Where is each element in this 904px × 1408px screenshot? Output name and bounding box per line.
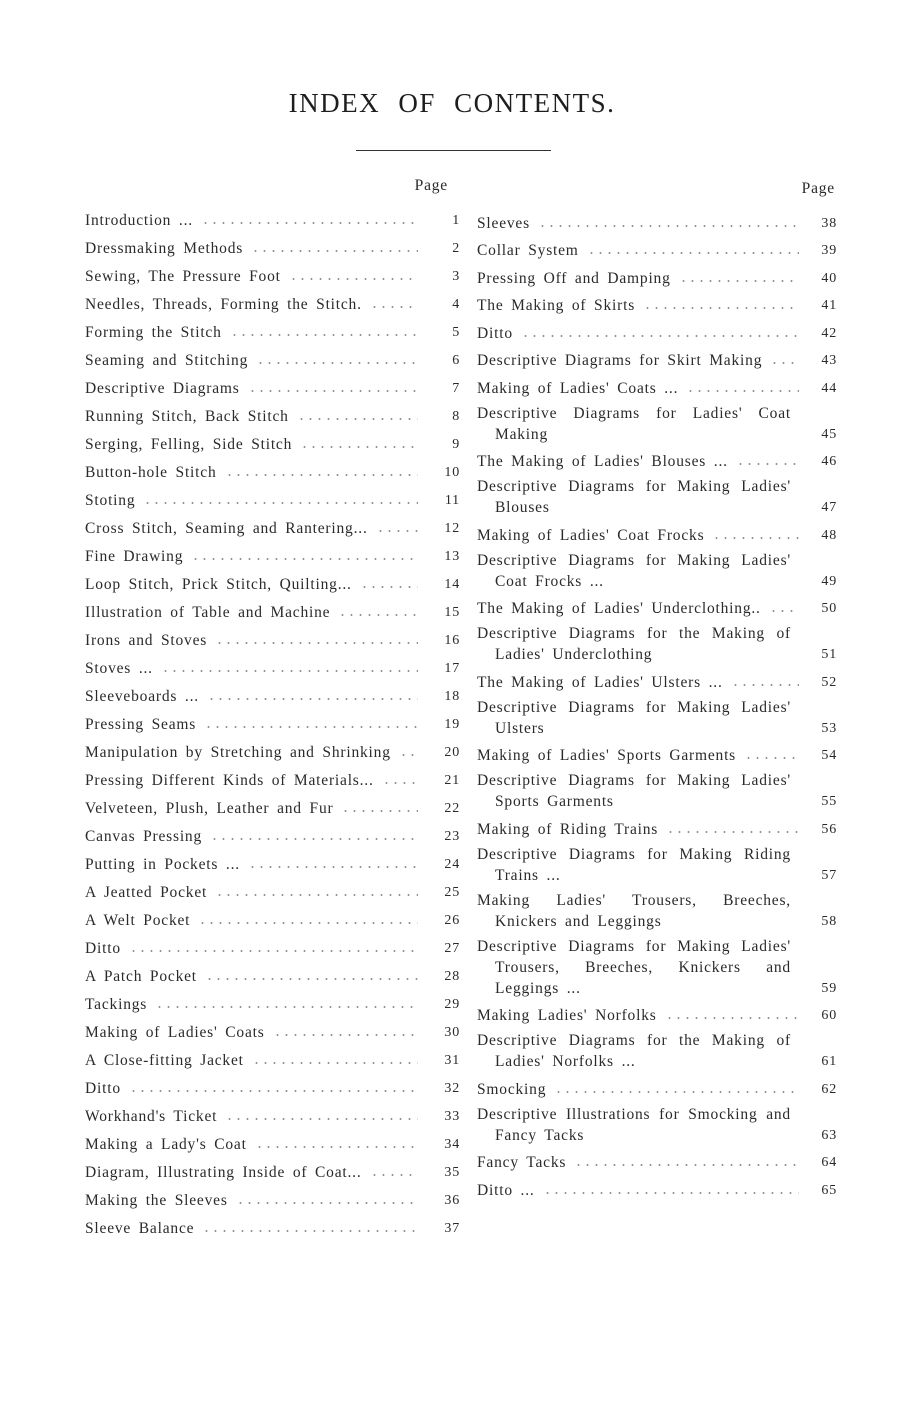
entry-page-number: 49 (821, 573, 837, 589)
entry-title: Needles, Threads, Forming the Stitch. (85, 296, 362, 313)
leader-dots (201, 221, 418, 225)
contents-column-left (85, 177, 460, 1239)
contents-entry (85, 791, 460, 819)
leader-dots (712, 536, 799, 540)
entry-title: Manipulation by Stretching and Shrinking (85, 744, 391, 761)
entry-title: Descriptive Diagrams for Ladies' Coat Making (477, 404, 791, 443)
entry-page-number: 16 (444, 633, 460, 648)
entry-page-number: 30 (444, 1025, 460, 1040)
entry-page-number: 12 (444, 521, 460, 536)
entry-page-number: 27 (444, 941, 460, 956)
leader-dots (521, 334, 799, 338)
entry-page-number: 23 (444, 829, 460, 844)
leader-dots (251, 249, 418, 253)
entry-title: Ditto (85, 940, 121, 957)
contents-entry (477, 619, 837, 665)
leader-dots (215, 641, 418, 645)
entry-title: Cross Stitch, Seaming and Rantering... (85, 520, 368, 537)
entry-page-number: 57 (821, 867, 837, 883)
entry-page-number: 14 (444, 577, 460, 592)
contents-entry (477, 592, 837, 620)
leader-dots (204, 725, 418, 729)
entry-page-number: 59 (821, 980, 837, 996)
leader-dots (207, 697, 418, 701)
entry-title: Descriptive Diagrams for Skirt Making (477, 352, 763, 369)
entry-title: Pressing Seams (85, 716, 197, 733)
entry-page-number: 26 (444, 913, 460, 928)
contents-entry (477, 399, 837, 445)
leader-dots (297, 417, 418, 421)
entry-title: Making of Riding Trains (477, 820, 659, 838)
entry-page-number: 61 (821, 1054, 837, 1069)
entry-page-number: 33 (444, 1109, 460, 1124)
leader-dots (129, 949, 418, 953)
contents-entry (85, 371, 460, 399)
entry-title: Seaming and Stitching (85, 352, 249, 369)
contents-entry (477, 812, 837, 840)
entry-title: The Making of Skirts (477, 297, 636, 314)
leader-dots (230, 333, 418, 337)
leader-dots (665, 1016, 799, 1020)
title-rule (356, 150, 551, 151)
entry-page-number: 11 (444, 493, 460, 508)
entry-page-number: 37 (444, 1221, 460, 1236)
entry-title: Making Ladies' Norfolks (477, 1007, 657, 1024)
contents-entry (85, 203, 460, 231)
contents-entry (85, 315, 460, 343)
leader-dots (399, 753, 418, 757)
entry-page-number: 22 (444, 801, 460, 816)
entry-title: The Making of Ladies' Underclothing.. (477, 600, 761, 617)
entry-page-number: 21 (444, 773, 460, 788)
contents-entry (85, 987, 460, 1015)
entry-title: Descriptive Diagrams (85, 380, 240, 397)
entry-title: A Patch Pocket (85, 968, 197, 985)
leader-dots (574, 1163, 799, 1167)
entry-title: Fancy Tacks (477, 1154, 567, 1171)
contents-entry (477, 472, 837, 518)
leader-dots (255, 1145, 418, 1149)
leader-dots (289, 277, 418, 281)
leader-dots (736, 462, 799, 466)
leader-dots (236, 1201, 418, 1205)
leader-dots (666, 830, 799, 834)
leader-dots (679, 279, 799, 283)
entry-title: Fine Drawing (85, 548, 184, 565)
entry-page-number: 34 (444, 1137, 460, 1152)
leader-dots (198, 921, 418, 925)
contents-column-right (477, 180, 837, 1201)
entry-title: Canvas Pressing (85, 828, 203, 845)
entry-page-number: 43 (821, 353, 837, 368)
contents-entry (477, 316, 837, 344)
contents-entry (477, 1026, 837, 1072)
leader-dots (770, 361, 799, 365)
leader-dots (744, 756, 799, 760)
contents-entry (477, 766, 837, 812)
entry-title: Descriptive Diagrams for Making Ladies' Sports Garments (477, 772, 791, 810)
contents-entry (85, 483, 460, 511)
entry-page-number: 18 (444, 689, 460, 704)
entry-title: Serging, Felling, Side Stitch (85, 436, 293, 453)
contents-entry (85, 231, 460, 259)
entry-title: Descriptive Diagrams for Making Riding Trains ... (477, 845, 791, 884)
contents-entry (477, 1100, 837, 1146)
entry-page-number: 13 (444, 549, 460, 564)
entry-title: Making a Lady's Coat (85, 1136, 247, 1153)
contents-entry (477, 344, 837, 372)
entry-page-number: 48 (821, 527, 837, 543)
leader-dots (155, 1005, 418, 1009)
leader-dots (248, 389, 418, 393)
entry-title: The Making of Ladies' Ulsters ... (477, 673, 723, 691)
entry-page-number: 17 (444, 661, 460, 676)
leader-dots (554, 1090, 799, 1094)
leader-dots (587, 251, 799, 255)
entry-title: Making the Sleeves (85, 1192, 228, 1209)
contents-entry (85, 1127, 460, 1155)
contents-entry (85, 287, 460, 315)
entry-page-number: 39 (821, 243, 837, 258)
entry-title: Sleeve Balance (85, 1220, 195, 1237)
contents-entry (85, 903, 460, 931)
contents-entry (85, 343, 460, 371)
entry-title: Sleeveboards ... (85, 688, 199, 705)
contents-entry (85, 595, 460, 623)
entry-title: Making of Ladies' Coats (85, 1024, 265, 1041)
entry-title: Sewing, The Pressure Foot (85, 268, 281, 285)
contents-entry (477, 518, 837, 546)
contents-entry (85, 455, 460, 483)
leader-dots (225, 1117, 418, 1121)
contents-entry (477, 840, 837, 886)
entry-title: Descriptive Diagrams for the Making of Ladies' Norfolks ... (477, 1032, 791, 1070)
leader-dots (769, 609, 799, 613)
entry-page-number: 44 (821, 380, 837, 396)
page-column-label: Page (414, 177, 448, 194)
contents-entry (477, 234, 837, 262)
leader-dots (370, 305, 418, 309)
entry-title: The Making of Ladies' Blouses ... (477, 453, 728, 470)
leader-dots (210, 837, 418, 841)
entry-title: Button-hole Stitch (85, 464, 217, 481)
entry-page-number: 25 (444, 885, 460, 900)
entry-page-number: 63 (821, 1127, 837, 1143)
entry-title: Tackings (85, 996, 148, 1013)
entry-page-number: 8 (452, 409, 460, 424)
entry-title: Ditto (477, 324, 513, 342)
entry-title: Making Ladies' Trousers, Breeches, Knickers and Leggings (477, 891, 791, 930)
leader-dots (202, 1229, 418, 1233)
entry-title: Dressmaking Methods (85, 240, 244, 257)
entry-title: Ditto ... (477, 1181, 535, 1199)
entry-page-number: 15 (444, 605, 460, 620)
leader-dots (341, 809, 418, 813)
entry-page-number: 28 (444, 969, 460, 984)
contents-entry (477, 693, 837, 739)
entry-title: Descriptive Diagrams for Making Ladies' Trousers, Breeches, Knickers and Leggings ... (477, 937, 791, 997)
leader-dots (252, 1061, 418, 1065)
entry-page-number: 62 (821, 1081, 837, 1097)
entry-page-number: 55 (821, 794, 837, 809)
leader-dots (161, 669, 418, 673)
entry-title: A Jeatted Pocket (85, 884, 208, 901)
contents-list-right (477, 206, 837, 1201)
entry-title: Descriptive Diagrams for Making Ladies' Ulsters (477, 698, 791, 737)
contents-entry (85, 427, 460, 455)
entry-title: Stoves ... (85, 660, 153, 677)
entry-title: Workhand's Ticket (85, 1108, 218, 1125)
contents-entry (85, 651, 460, 679)
contents-entry (85, 707, 460, 735)
entry-page-number: 6 (452, 353, 460, 368)
contents-entry (85, 1099, 460, 1127)
entry-page-number: 40 (821, 270, 837, 286)
entry-title: Descriptive Diagrams for the Making of Ladies' Underclothing (477, 625, 791, 663)
contents-entry (477, 1072, 837, 1100)
entry-page-number: 29 (444, 997, 460, 1012)
entry-page-number: 1 (452, 213, 460, 228)
page-column-label: Page (801, 180, 835, 197)
entry-title: Loop Stitch, Prick Stitch, Quilting... (85, 576, 352, 593)
entry-page-number: 58 (821, 913, 837, 929)
entry-title: A Close-fitting Jacket (85, 1052, 244, 1069)
leader-dots (731, 683, 799, 687)
entry-title: Making of Ladies' Coat Frocks (477, 526, 705, 544)
leader-dots (686, 389, 799, 393)
entry-page-number: 64 (821, 1155, 837, 1170)
contents-entry (477, 999, 837, 1027)
entry-page-number: 2 (452, 241, 460, 256)
entry-title: Irons and Stoves (85, 632, 208, 649)
contents-entry (85, 539, 460, 567)
leader-dots (382, 781, 418, 785)
leader-dots (360, 585, 418, 589)
contents-entry (85, 259, 460, 287)
entry-page-number: 41 (821, 298, 837, 313)
entry-page-number: 47 (821, 500, 837, 515)
entry-page-number: 7 (452, 381, 460, 396)
contents-entry (85, 1155, 460, 1183)
contents-entry (477, 739, 837, 767)
contents-entry (477, 445, 837, 473)
entry-page-number: 35 (444, 1165, 460, 1180)
entry-page-number: 19 (444, 717, 460, 732)
entry-page-number: 3 (452, 269, 460, 284)
leader-dots (643, 306, 799, 310)
entry-title: Smocking (477, 1080, 547, 1098)
entry-title: Illustration of Table and Machine (85, 604, 331, 621)
entry-page-number: 38 (821, 215, 837, 231)
contents-entry (85, 763, 460, 791)
entry-page-number: 45 (821, 426, 837, 442)
contents-entry (85, 819, 460, 847)
leader-dots (370, 1173, 418, 1177)
contents-entry (85, 1015, 460, 1043)
contents-entry (85, 1211, 460, 1239)
entry-title: Diagram, Illustrating Inside of Coat... (85, 1164, 362, 1181)
entry-title: Forming the Stitch (85, 324, 222, 341)
leader-dots (273, 1033, 418, 1037)
entry-title: Pressing Different Kinds of Materials... (85, 772, 374, 789)
contents-entry (477, 206, 837, 234)
entry-title: Collar System (477, 242, 579, 259)
entry-title: Ditto (85, 1080, 121, 1097)
entry-page-number: 20 (444, 745, 460, 760)
leader-dots (143, 501, 418, 505)
contents-entry (85, 679, 460, 707)
contents-entry (477, 1146, 837, 1174)
contents-entry (477, 932, 837, 999)
entry-title: Putting in Pockets ... (85, 856, 240, 873)
entry-page-number: 42 (821, 325, 837, 341)
entry-page-number: 36 (444, 1193, 460, 1208)
entry-title: Velveteen, Plush, Leather and Fur (85, 800, 334, 817)
contents-entry (477, 261, 837, 289)
entry-page-number: 56 (821, 821, 837, 837)
entry-page-number: 4 (452, 297, 460, 312)
leader-dots (376, 529, 418, 533)
entry-page-number: 54 (821, 748, 837, 763)
leader-dots (225, 473, 419, 477)
entry-page-number: 32 (444, 1081, 460, 1096)
entry-page-number: 9 (452, 437, 460, 452)
entry-page-number: 10 (444, 465, 460, 480)
leader-dots (538, 224, 799, 228)
contents-entry (85, 1071, 460, 1099)
contents-entry (85, 875, 460, 903)
entry-title: Stoting (85, 492, 136, 509)
leader-dots (256, 361, 418, 365)
contents-entry (85, 959, 460, 987)
leader-dots (215, 893, 418, 897)
contents-entry (85, 399, 460, 427)
entry-page-number: 65 (821, 1182, 837, 1198)
leader-dots (191, 557, 418, 561)
contents-entry (477, 371, 837, 399)
entry-page-number: 46 (821, 454, 837, 469)
contents-entry (85, 1043, 460, 1071)
entry-page-number: 52 (821, 674, 837, 690)
entry-title: Descriptive Diagrams for Making Ladies' Coat Frocks ... (477, 551, 791, 590)
entry-title: Running Stitch, Back Stitch (85, 408, 289, 425)
entry-page-number: 51 (821, 647, 837, 662)
entry-page-number: 53 (821, 720, 837, 736)
contents-entry (85, 735, 460, 763)
contents-entry (85, 511, 460, 539)
contents-entry (85, 567, 460, 595)
contents-entry (477, 546, 837, 592)
page-title: INDEX OF CONTENTS. (288, 88, 616, 118)
leader-dots (338, 613, 418, 617)
entry-title: Pressing Off and Damping (477, 269, 671, 287)
entry-page-number: 50 (821, 601, 837, 616)
entry-page-number: 5 (452, 325, 460, 340)
entry-title: Making of Ladies' Coats ... (477, 379, 679, 397)
leader-dots (543, 1191, 799, 1195)
entry-title: A Welt Pocket (85, 912, 191, 929)
contents-entry (85, 847, 460, 875)
entry-title: Descriptive Diagrams for Making Ladies' Blouses (477, 478, 791, 516)
contents-entry (477, 886, 837, 932)
entry-page-number: 31 (444, 1053, 460, 1068)
leader-dots (205, 977, 418, 981)
entry-title: Sleeves (477, 214, 530, 232)
contents-entry (477, 289, 837, 317)
entry-page-number: 60 (821, 1008, 837, 1023)
entry-title: Descriptive Illustrations for Smocking and Fancy Tacks (477, 1105, 791, 1144)
contents-entry (85, 931, 460, 959)
leader-dots (129, 1089, 418, 1093)
entry-title: Introduction ... (85, 212, 193, 229)
contents-list-left (85, 203, 460, 1239)
contents-entry (85, 623, 460, 651)
entry-page-number: 24 (444, 857, 460, 872)
leader-dots (300, 445, 418, 449)
contents-entry (85, 1183, 460, 1211)
leader-dots (248, 865, 418, 869)
contents-entry (477, 665, 837, 693)
contents-entry (477, 1173, 837, 1201)
entry-title: Making of Ladies' Sports Garments (477, 747, 737, 764)
